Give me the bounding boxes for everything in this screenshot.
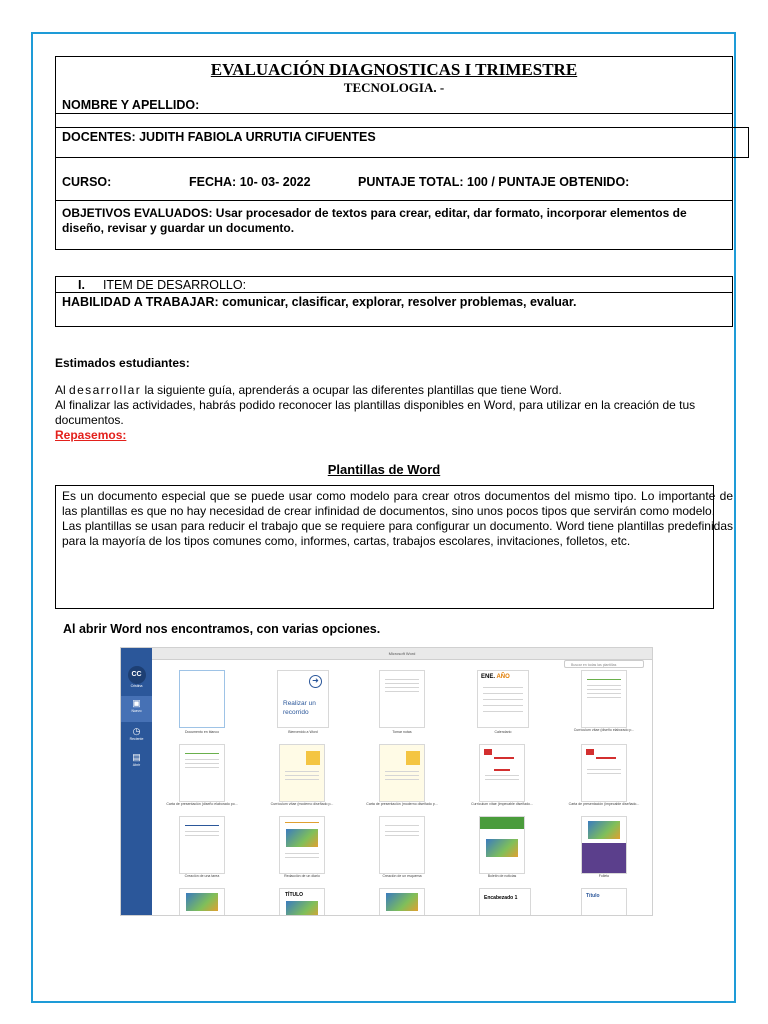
habilidad-text: HABILIDAD A TRABAJAR: comunicar, clasificar, explorar, resolver problemas, evaluar. xyxy=(62,295,577,309)
open-word-text: Al abrir Word nos encontramos, con varias opciones. xyxy=(63,622,381,636)
template-label: Bienvenido a Word xyxy=(288,730,318,734)
item-heading xyxy=(78,278,246,292)
sidebar-label: Cristina xyxy=(130,684,143,688)
greeting: Estimados estudiantes: xyxy=(55,356,190,370)
intro-paragraph-1 xyxy=(55,383,725,398)
calendar-month: ENE. xyxy=(481,674,496,680)
document-subtitle: TECNOLOGIA. - xyxy=(343,80,445,95)
definition-text xyxy=(62,489,733,549)
sidebar-label: Abrir xyxy=(132,763,141,767)
template-tile-cv[interactable] xyxy=(581,670,627,728)
tour-text: Realizar un recorrido xyxy=(283,700,316,716)
template-tile-outline[interactable] xyxy=(379,816,425,874)
definition-paragraph-2: Las plantillas se usan para reducir el trabajo que se requiere para configurar un documento. Word tiene plantillas predefinidas para la mayoría de los tipos comunes como, informes, cartas, trabajos escolares, invitaciones, folletos, etc. xyxy=(62,519,733,548)
template-label: Folleto xyxy=(598,874,610,878)
template-tile-row4[interactable] xyxy=(479,888,531,915)
item-box xyxy=(55,276,733,327)
template-tile-brochure[interactable] xyxy=(581,816,627,874)
template-tile-newsletter[interactable] xyxy=(479,816,525,874)
template-label: Carta de presentación (impecable diseñado... xyxy=(568,802,640,806)
divider xyxy=(56,292,732,293)
avatar: CC xyxy=(128,666,146,684)
template-label: Documento en blanco xyxy=(184,730,220,734)
definition-paragraph-1: Es un documento especial que se puede usar como modelo para crear otros documentos del mismo tipo. Lo importante de las plantillas es que no hay necesidad de crear infinidad de documentos, sino unos pocos tipos que servirán como modelo. xyxy=(62,489,733,518)
template-label: Redacción de un diario xyxy=(284,874,320,878)
objetivos-text: OBJETIVOS EVALUADOS: Usar procesador de textos para crear, editar, dar formato, incorporar elementos de diseño, revisar y guardar un documento. xyxy=(62,206,687,235)
word-sidebar xyxy=(121,648,152,915)
template-tile-row4[interactable] xyxy=(379,888,425,915)
puntaje-field: PUNTAJE TOTAL: 100 / PUNTAJE OBTENIDO: xyxy=(358,175,630,189)
intro-p1-b: desarrollar xyxy=(69,383,142,397)
divider xyxy=(56,200,732,201)
template-heading: TÍTULO xyxy=(285,892,304,898)
intro-paragraph-2: Al finalizar las actividades, habrás podido reconocer las plantillas disponibles en Word, para utilizar en la creación de tus documentos. xyxy=(55,398,696,427)
new-doc-icon: ▣ xyxy=(132,698,141,708)
curso-field: CURSO: xyxy=(62,175,112,189)
template-tile-letter[interactable] xyxy=(179,744,225,802)
nombre-field: NOMBRE Y APELLIDO: xyxy=(62,98,200,112)
template-heading: Encabezado 1 xyxy=(484,895,518,901)
template-tile-letter-impecable[interactable] xyxy=(581,744,627,802)
sidebar-label: Nuevo xyxy=(131,709,142,713)
template-label: Carta de presentación (moderno diseñado p... xyxy=(366,802,438,806)
template-label: Boletín de noticias xyxy=(487,874,517,878)
template-search-input[interactable]: Buscar en todas las plantillas xyxy=(564,660,644,668)
calendar-year: AÑO xyxy=(496,674,510,680)
template-tile-task[interactable] xyxy=(179,816,225,874)
document-title: EVALUACIÓN DIAGNOSTICAS I TRIMESTRE xyxy=(210,60,578,79)
template-label: Calendario xyxy=(494,730,512,734)
template-tile-row4[interactable] xyxy=(581,888,627,915)
folder-icon: ▤ xyxy=(132,752,141,762)
sidebar-account[interactable] xyxy=(121,666,152,688)
template-tile-blank[interactable] xyxy=(179,670,225,728)
template-tile-diary[interactable] xyxy=(279,816,325,874)
repasemos-heading: Repasemos: xyxy=(55,428,127,442)
docentes-row-box xyxy=(55,127,749,158)
intro-text xyxy=(55,383,725,443)
item-title: ITEM DE DESARROLLO: xyxy=(102,278,247,292)
section-title: Plantillas de Word xyxy=(327,462,441,477)
template-label: Currículum vítae (impecable diseñado... xyxy=(471,802,533,806)
template-tile-row4[interactable] xyxy=(179,888,225,915)
item-number: I. xyxy=(78,278,85,292)
template-label: Creación de un esquema xyxy=(382,874,422,878)
template-tile-cv-impecable[interactable] xyxy=(479,744,525,802)
template-tile-letter-modern[interactable] xyxy=(379,744,425,802)
docentes-field: DOCENTES: JUDITH FABIOLA URRUTIA CIFUENTES xyxy=(62,130,376,144)
sidebar-label: Reciente xyxy=(129,737,144,741)
template-tile-cv-modern[interactable] xyxy=(279,744,325,802)
template-tile-tour[interactable] xyxy=(277,670,329,728)
definition-box xyxy=(55,485,733,609)
template-heading: Título xyxy=(586,893,600,899)
arrow-right-icon: ➜ xyxy=(309,675,322,688)
intro-p1-a: Al xyxy=(55,383,70,397)
template-label: Tomar notas xyxy=(392,730,412,734)
calendar-title xyxy=(481,674,510,680)
divider xyxy=(56,113,732,114)
sidebar-item-new[interactable] xyxy=(121,696,152,722)
template-tile-calendar[interactable] xyxy=(477,670,529,728)
window-title-bar: Microsoft Word xyxy=(152,648,652,660)
fecha-field: FECHA: 10- 03- 2022 xyxy=(189,175,311,189)
template-label: Currículum vítae (moderno diseñado p... xyxy=(270,802,334,806)
template-tile-row4[interactable] xyxy=(279,888,325,915)
template-label: Carta de presentación (diseño elaborado po... xyxy=(166,802,238,806)
clock-icon: ◷ xyxy=(132,726,141,736)
template-label: Currículum vítae (diseño elaborado p... xyxy=(573,728,635,732)
intro-p1-c: la siguiente guía, aprenderás a ocupar las diferentes plantillas que tiene Word. xyxy=(141,383,562,397)
sidebar-item-recent[interactable] xyxy=(121,726,152,741)
sidebar-item-open[interactable] xyxy=(121,752,152,767)
template-label: Creación de una tarea xyxy=(184,874,220,878)
word-start-screenshot xyxy=(121,648,652,915)
template-tile-notes[interactable] xyxy=(379,670,425,728)
